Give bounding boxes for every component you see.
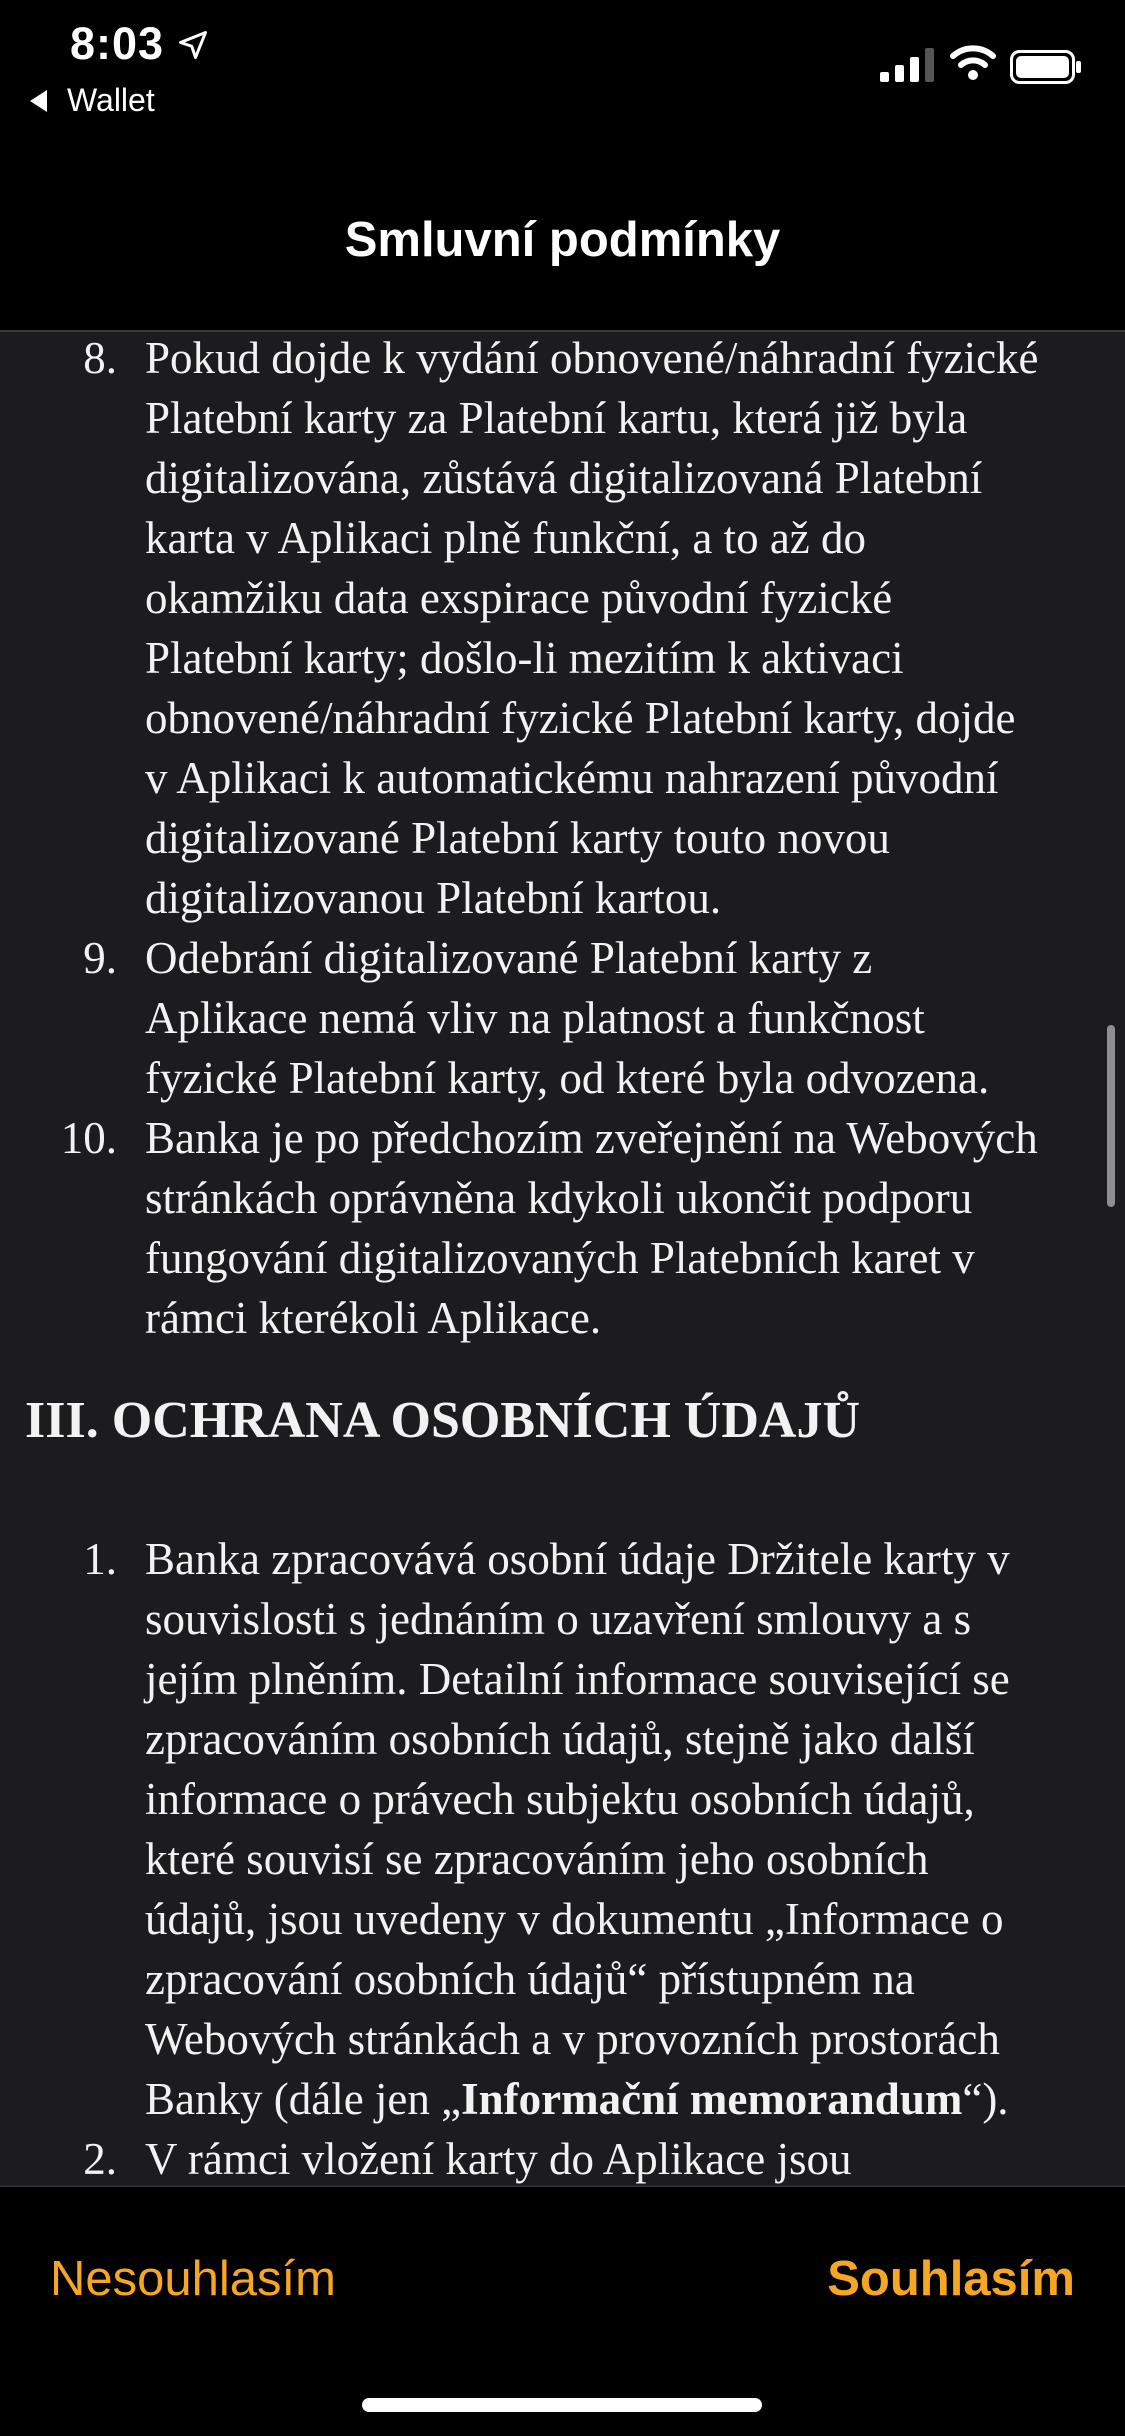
home-indicator[interactable]: [362, 2398, 762, 2412]
clause-text: [145, 332, 1105, 928]
clause-line: Platební karty za Platební kartu, která již byla: [145, 393, 968, 443]
clause-text: [145, 928, 1105, 1108]
clause-number: 8.: [83, 333, 117, 383]
clause-line: obnovené/náhradní fyzické Platební karty, dojde: [145, 693, 1016, 743]
page-title: Smluvní podmínky: [344, 213, 781, 267]
clause-line: Banka zpracovává osobní údaje Držitele karty v: [145, 1534, 1010, 1584]
location-arrow-icon: [178, 30, 208, 60]
agree-button[interactable]: Souhlasím: [827, 2252, 1075, 2306]
clause-line: informace o právech subjektu osobních údajů,: [145, 1774, 975, 1824]
back-app-label: Wallet: [67, 82, 155, 118]
clause-line: digitalizované Platební karty touto novou: [145, 813, 890, 863]
clause-line: karta v Aplikaci plně funkční, a to až do: [145, 513, 867, 563]
clause-line: Webových stránkách a v provozních prostorách: [145, 2014, 1000, 2064]
back-to-app-button[interactable]: [30, 82, 155, 119]
disagree-button[interactable]: Nesouhlasím: [50, 2252, 336, 2306]
clause-number: 2.: [83, 2134, 117, 2184]
clause-number: 1.: [83, 1534, 117, 1584]
clause-line: které souvisí se zpracováním jeho osobních: [145, 1834, 929, 1884]
section-heading: III. OCHRANA OSOBNÍCH ÚDAJŮ: [25, 1392, 860, 1449]
back-triangle-icon: [30, 90, 47, 112]
memorandum-term: Informační memorandum: [461, 2074, 963, 2124]
wifi-icon: [950, 42, 996, 82]
clause-line: Banka je po předchozím zveřejnění na Webových: [145, 1113, 1038, 1163]
clause-line: Odebrání digitalizované Platební karty z: [145, 933, 873, 983]
clause-line: okamžiku data exspirace původní fyzické: [145, 573, 893, 623]
clause-number: 10.: [60, 1113, 117, 1163]
clause-line: v Aplikaci k automatickému nahrazení původní: [145, 753, 999, 803]
battery-icon: [1010, 50, 1082, 84]
clause-line: jejím plněním. Detailní informace související se: [145, 1654, 1010, 1704]
clause-number: 9.: [83, 933, 117, 983]
clause-line: digitalizována, zůstává digitalizovaná Platební: [145, 453, 983, 503]
status-bar: [0, 0, 1125, 120]
clause-line: fungování digitalizovaných Platebních karet v: [145, 1233, 975, 1283]
scroll-indicator[interactable]: [1107, 1025, 1115, 1207]
clause-line: digitalizovanou Platební kartou.: [145, 873, 722, 923]
status-time: 8:03: [70, 18, 165, 69]
clause-line-suffix: “).: [962, 2074, 1009, 2124]
clause-line: Pokud dojde k vydání obnovené/náhradní fyzické: [145, 333, 1039, 383]
terms-content[interactable]: [0, 332, 1125, 2185]
clause-text: [145, 2129, 1105, 2185]
clause-line-last: [145, 2069, 1105, 2129]
clause-line: fyzické Platební karty, od které byla odvozena.: [145, 1053, 990, 1103]
clause-line: zpracování osobních údajů“ přístupném na: [145, 1954, 915, 2004]
clause-line: údajů, jsou uvedeny v dokumentu „Informace o: [145, 1894, 1004, 1944]
clause-text: [145, 1529, 1105, 2129]
clause-text: [145, 1108, 1105, 1348]
clause-line: zpracováním osobních údajů, stejně jako další: [145, 1714, 975, 1764]
clause-line: Platební karty; došlo-li mezitím k aktivaci: [145, 633, 904, 683]
clause-line: rámci kterékoli Aplikace.: [145, 1293, 602, 1343]
clause-line: souvislosti s jednáním o uzavření smlouvy a s: [145, 1594, 972, 1644]
clause-line: Aplikace nemá vliv na platnost a funkčnost: [145, 993, 925, 1043]
cellular-signal-icon: [880, 48, 936, 82]
clause-line: V rámci vložení karty do Aplikace jsou: [145, 2134, 852, 2184]
clause-line: stránkách oprávněna kdykoli ukončit podporu: [145, 1173, 973, 1223]
clause-line-prefix: Banky (dále jen „: [145, 2074, 462, 2124]
